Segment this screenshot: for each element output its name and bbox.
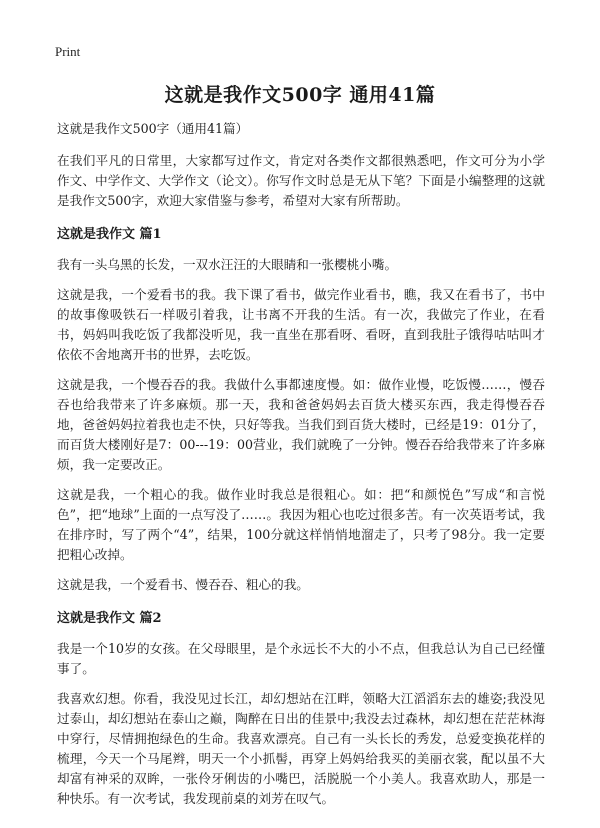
section2-paragraph: 我喜欢幻想。你看，我没见过长江，却幻想站在江畔，领略大江滔滔东去的雄姿;我没见过泰山，却幻想站在泰山之巅，陶醉在日出的佳景中;我没去过森林，却幻想在茫茫林海中穿行，尽情拥抱绿色的生命。我喜欢漂亮。自己有一头长长的秀发，总爱变换花样的梳理，今天一个马尾辫，明天一个小抓髻，再穿上妈妈给我买的美丽衣裳，配以虽不大却富有神采的双眸，一张伶牙俐齿的小嘴巴，活脱脱一个小美人。我喜欢助人，那是一种快乐。有一次考试，我发现前桌的刘芳在叹气。 [57, 691, 545, 806]
article-subtitle: 这就是我作文500字（通用41篇） [57, 121, 249, 136]
page-title: 这就是我作文500字 通用41篇 [164, 84, 436, 106]
section1-paragraph: 这就是我，一个慢吞吞的我。我做什么事都速度慢。如：做作业慢，吃饭慢……，慢吞吞也给我带来了许多麻烦。那一天，我和爸爸妈妈去百货大楼买东西，我走得慢吞吞地，爸爸妈妈拉着我也走不快，只好等我。当我们到百货大楼时，已经是19：01分了，而百货大楼刚好是7：00---19：00营业，我们就晚了一分钟。慢吞吞给我带来了许多麻烦，我一定要改正。 [57, 377, 545, 472]
section-heading-2: 这就是我作文 篇2 [57, 611, 162, 626]
print-link[interactable]: Print [55, 44, 81, 59]
section2-paragraph: 我是一个10岁的女孩。在父母眼里，是个永远长不大的小不点，但我总认为自己已经懂事了。 [57, 641, 545, 676]
section1-paragraph: 我有一头乌黑的长发，一双水汪汪的大眼睛和一张樱桃小嘴。 [57, 257, 398, 272]
article-body [57, 119, 545, 819]
section-heading-1: 这就是我作文 篇1 [57, 227, 162, 242]
intro-paragraph: 在我们平凡的日常里，大家都写过作文，肯定对各类作文都很熟悉吧，作文可分为小学作文、中学作文、大学作文（论文）。你写作文时总是无从下笔？下面是小编整理的这就是我作文500字，欢迎大家借鉴与参考，希望对大家有所帮助。 [57, 153, 545, 208]
section1-paragraph: 这就是我，一个爱看书、慢吞吞、粗心的我。 [57, 577, 309, 592]
section1-paragraph: 这就是我，一个粗心的我。做作业时我总是很粗心。如：把“和颜悦色”写成“和言悦色”，把“地球”上面的一点写没了……。我因为粗心也吃过很多苦。有一次英语考试，我在排序时，写了两个“4”，结果，100分就这样悄悄地溜走了，只考了98分。我一定要把粗心改掉。 [57, 487, 545, 562]
section1-paragraph: 这就是我，一个爱看书的我。我下课了看书，做完作业看书，瞧，我又在看书了，书中的故事像吸铁石一样吸引着我，让书离不开我的生活。有一次，我做完了作业，在看书，妈妈叫我吃饭了我都没听见，我一直坐在那看呀、看呀，直到我肚子饿得咕咕叫才依依不舍地离开书的世界，去吃饭。 [57, 287, 545, 362]
